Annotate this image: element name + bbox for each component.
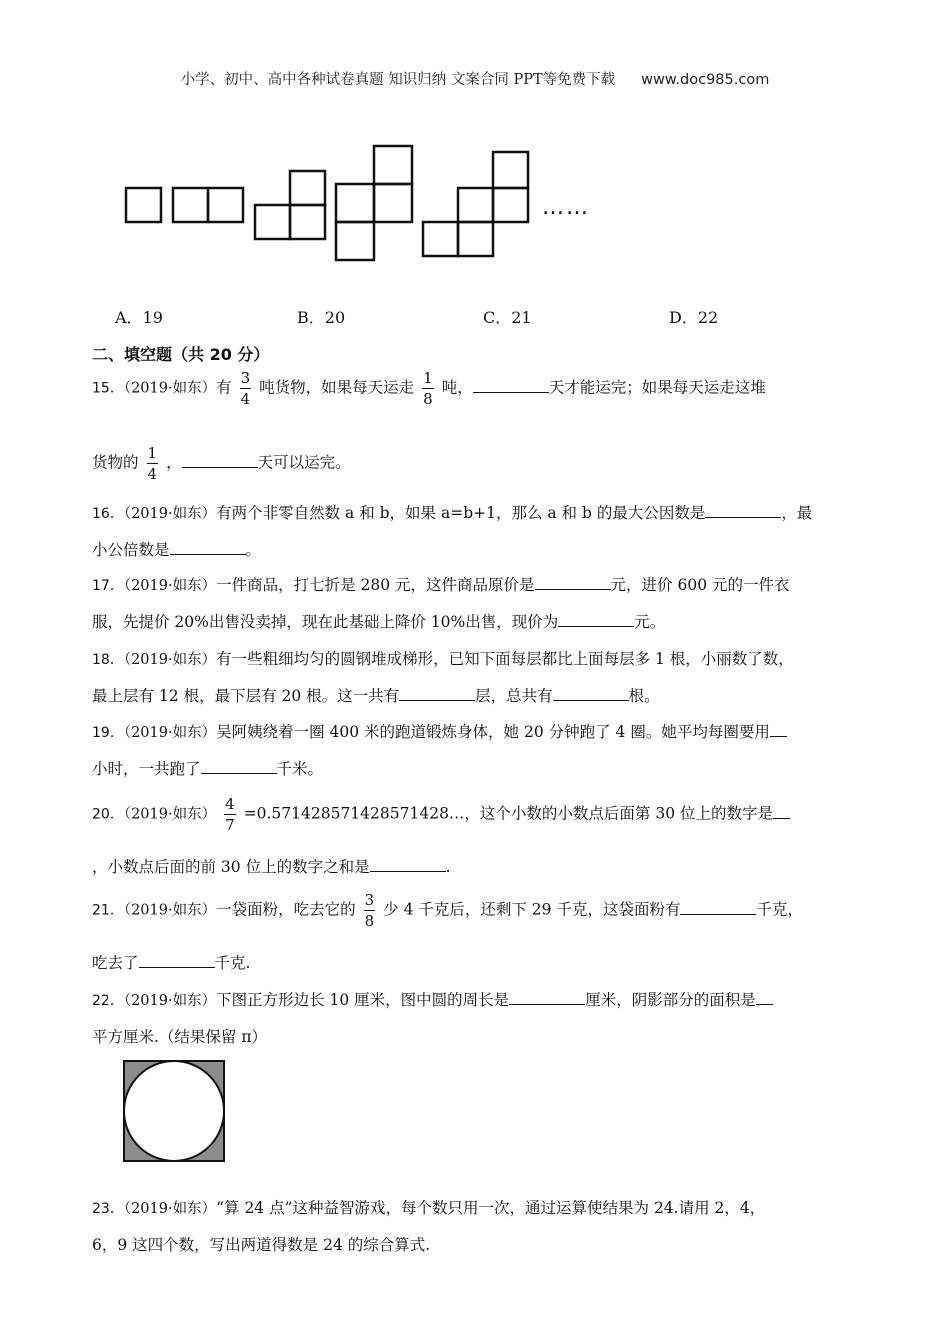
question-16-line-1: 16．（2019·如东）有两个非零自然数 a 和 b，如果 a=b+1，那么 a 和 b 的最大公因数是 ，最 — [92, 504, 813, 522]
section-title: 二、填空题（共 20 分） — [92, 345, 270, 364]
pattern-ellipsis: …… — [542, 195, 590, 220]
header-site: www.doc985.com — [641, 72, 770, 88]
question-18-line-2: 最上层有 12 根，最下层有 20 根。这一共有 层，总共有 根。 — [92, 687, 660, 705]
answer-blank[interactable] — [705, 503, 781, 518]
answer-blank[interactable] — [509, 990, 585, 1005]
option-a[interactable]: A．19 — [115, 308, 163, 327]
question-17-line-2: 服，先提价 20%出售没卖掉，现在此基础上降价 10%出售，现价为 元。 — [92, 613, 666, 631]
fraction-3-4: $\frac{3}{4}$ — [240, 369, 251, 408]
answer-blank[interactable] — [773, 804, 790, 819]
question-19-line-1: 19．（2019·如东）吴阿姨绕着一圈 400 米的跑道锻炼身体，她 20 分钟跑了 4 圈。她平均每圈要用 — [92, 720, 787, 742]
question-23-line-1: 23．（2019·如东）“算 24 点”这种益智游戏，每个数只用一次，通过运算使结果为 24.请用 2，4， — [92, 1199, 766, 1217]
question-22-line-1: 22．（2019·如东）下图正方形边长 10 厘米，图中圆的周长是 厘米，阴影部分的面积是 — [92, 988, 773, 1010]
fraction-3-8: $\frac{3}{8}$ — [364, 891, 375, 930]
pattern-4 — [336, 146, 412, 260]
question-22-line-2: 平方厘米.（结果保留 π） — [92, 1028, 268, 1046]
question-16-line-2: 小公倍数是 。 — [92, 541, 262, 559]
answer-blank[interactable] — [370, 857, 446, 872]
pattern-5 — [423, 152, 528, 256]
page-header — [0, 68, 950, 89]
question-20-line-2: ，小数点后面的前 30 位上的数字之和是 . — [92, 858, 451, 876]
question-18-line-1: 18．（2019·如东）有一些粗细均匀的圆钢堆成梯形，已知下面每层都比上面每层多 1 根，小丽数了数， — [92, 650, 794, 668]
square-circle-figure — [122, 1059, 226, 1163]
answer-blank[interactable] — [756, 990, 773, 1005]
answer-blank[interactable] — [201, 759, 277, 774]
answer-blank[interactable] — [770, 722, 787, 737]
question-21-line-2: 吃去了 千克. — [92, 954, 251, 972]
pattern-1 — [126, 188, 161, 222]
option-b[interactable]: B．20 — [297, 308, 346, 327]
option-d[interactable]: D．22 — [669, 308, 719, 327]
answer-blank[interactable] — [680, 900, 756, 915]
question-15-line-1: 15．（2019·如东）有 $\frac{3}{4}$ 吨货物，如果每天运走 $\frac{1}{8}$ 吨， 天才能运完；如果每天运走这堆 — [92, 369, 766, 408]
header-text: 小学、初中、高中各种试卷真题 知识归纳 文案合同 PPT等免费下载 — [180, 72, 616, 88]
question-20-line-1: 20．（2019·如东） $\frac{4}{7}$ =0.571428571428571428…，这个小数的小数点后面第 30 位上的数字是 — [92, 794, 790, 835]
answer-blank[interactable] — [170, 540, 246, 555]
question-23-line-2: 6，9 这四个数，写出两道得数是 24 的综合算式. — [92, 1236, 431, 1254]
fraction-1-8: $\frac{1}{8}$ — [423, 369, 433, 408]
fraction-1-4: $\frac{1}{4}$ — [147, 444, 158, 483]
question-19-line-2: 小时，一共跑了 千米。 — [92, 760, 324, 778]
answer-blank[interactable] — [473, 378, 549, 393]
inscribed-circle — [124, 1061, 224, 1161]
answer-blank[interactable] — [553, 686, 629, 701]
question-21-line-1: 21．（2019·如东）一袋面粉，吃去它的 $\frac{3}{8}$ 少 4 千克后，还剩下 29 千克，这袋面粉有 千克， — [92, 891, 803, 930]
answer-blank[interactable] — [535, 575, 611, 590]
pattern-3 — [255, 171, 325, 239]
answer-blank[interactable] — [558, 612, 634, 627]
option-c[interactable]: C．21 — [483, 308, 532, 327]
pattern-2 — [173, 188, 243, 222]
answer-blank[interactable] — [139, 953, 215, 968]
square-pattern-figure — [120, 140, 640, 270]
question-15-line-2: 货物的 $\frac{1}{4}$ ， 天可以运完。 — [92, 444, 351, 483]
fraction-4-7: $\frac{4}{7}$ — [225, 795, 235, 834]
answer-blank[interactable] — [182, 453, 258, 468]
answer-blank[interactable] — [399, 686, 475, 701]
question-17-line-1: 17．（2019·如东）一件商品，打七折是 280 元，这件商品原价是 元，进价 600 元的一件衣 — [92, 576, 790, 594]
